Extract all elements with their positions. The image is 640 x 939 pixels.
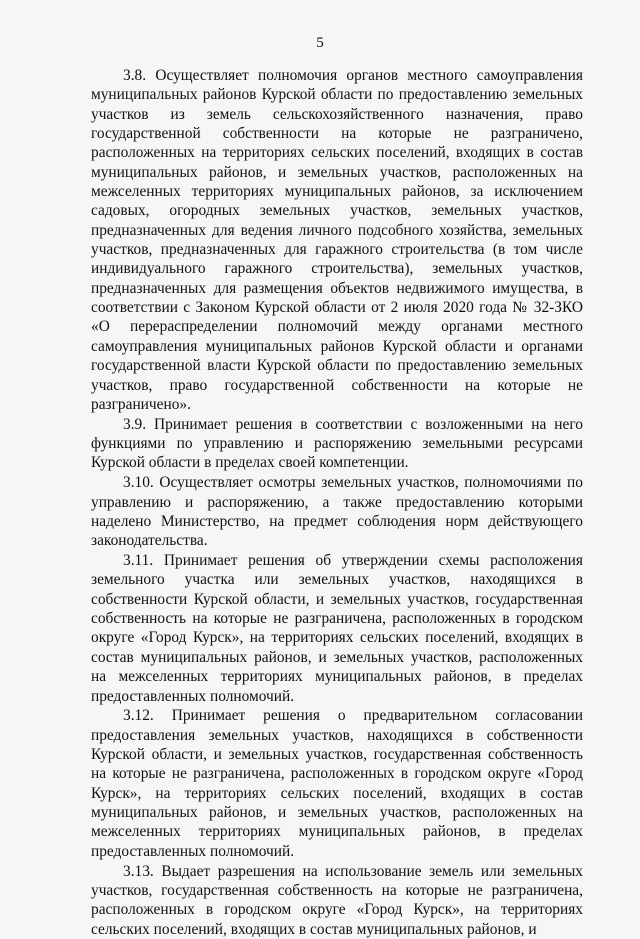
page-number: 5 — [316, 35, 324, 51]
paragraph-3-10: 3.10. Осуществляет осмотры земельных участков, полномочиями по управлению и распоряжению, а также предоставлению которыми наделено Министерство, на предмет соблюдения норм действующего законодательства. — [91, 474, 583, 550]
paragraph-3-9: 3.9. Принимает решения в соответствии с возложенными на него функциями по управлению и распоряжению земельными ресурсами Курской области в пределах своей компетенции. — [91, 415, 583, 472]
paragraph-3-13: 3.13. Выдает разрешения на использование земель или земельных участков, государственная собственность на которые не разграничена, расположенных в городском округе «Город Курск», на территориях сельских поселений, входящих в состав муниципальных районов, и — [91, 862, 583, 938]
document-body — [91, 66, 583, 939]
paragraph-3-12: 3.12. Принимает решения о предварительном согласовании предоставления земельных участков, находящихся в собственности Курской области, и земельных участков, государственная собственность на которые не разграничена, расположенных в городском округе «Город Курск», на территориях сельских поселений, входящих в состав муниципальных районов, и земельных участков, расположенных на межселенных территориях муниципальных районов, в пределах предоставленных полномочий. — [91, 707, 583, 860]
paragraph-3-11: 3.11. Принимает решения об утверждении схемы расположения земельного участка или земельных участков, находящихся в собственности Курской области, и земельных участков, государственная собственность на которые не разграничена, расположенных в городском округе «Город Курск», на территориях сельских поселений, входящих в состав муниципальных районов, и земельных участков, расположенных на межселенных территориях муниципальных районов, в пределах предоставленных полномочий. — [91, 552, 583, 705]
paragraph-3-8: 3.8. Осуществляет полномочия органов местного самоуправления муниципальных районов Курской области по предоставлению земельных участков из земель сельскохозяйственного назначения, право государственной собственности на которые не разграничено, расположенных на территориях сельских поселений, входящих в состав муниципальных районов, и земельных участков, расположенных на межселенных территориях муниципальных районов, за исключением садовых, огородных земельных участков, земельных участков, предназначенных для ведения личного подсобного хозяйства, земельных участков, предназначенных для гаражного строительства (в том числе индивидуального гаражного строительства), земельных участков, предназначенных для размещения объектов недвижимого имущества, в соответствии с Законом Курской области от 2 июля 2020 года № 32-ЗКО «О перераспределении полномочий между органами местного самоуправления муниципальных районов Курской области и органами государственной власти Курской области по предоставлению земельных участков, право государственной собственности на которые не разграничено». — [91, 67, 583, 413]
